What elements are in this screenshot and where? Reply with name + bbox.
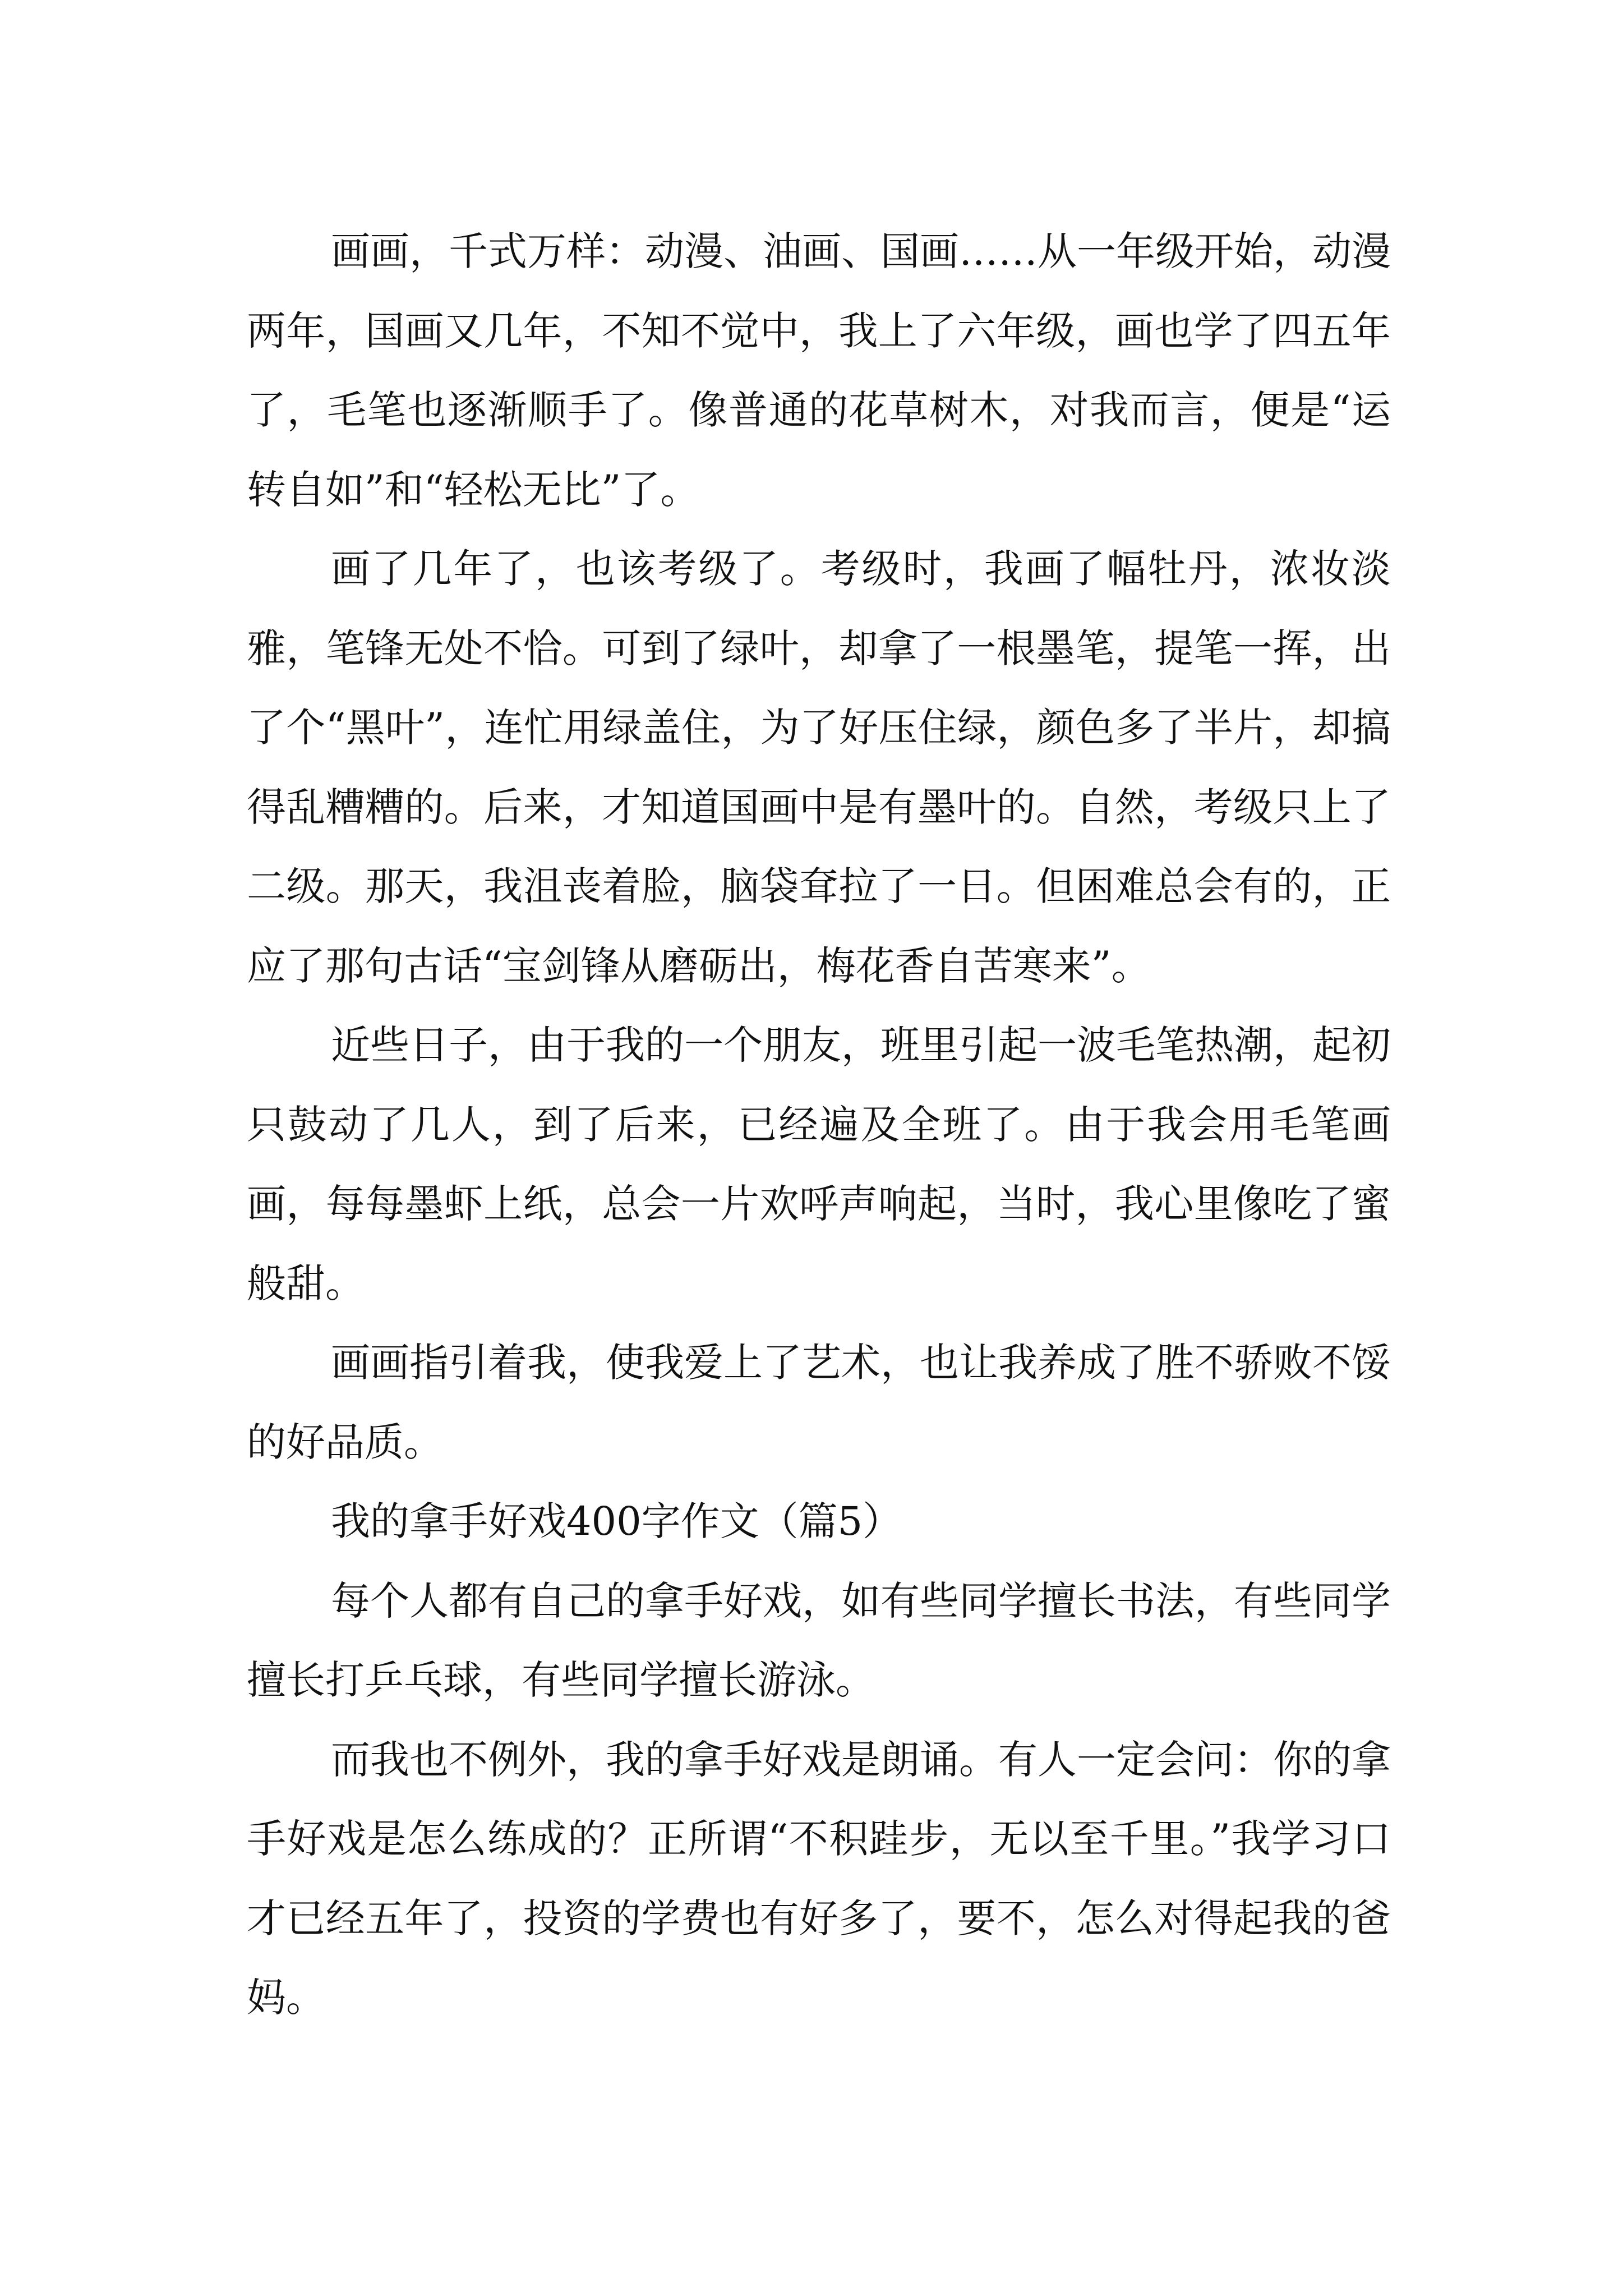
paragraph-3: 近些日子，由于我的一个朋友，班里引起一波毛笔热潮，起初只鼓动了几人，到了后来，已经遍及全班了。由于我会用毛笔画画，每每墨虾上纸，总会一片欢呼声响起，当时，我心里像吃了蜜般甜。: [247, 1022, 1391, 1306]
paragraph-5: 每个人都有自己的拿手好戏，如有些同学擅长书法，有些同学擅长打乒乓球，有些同学擅长游泳。: [247, 1577, 1391, 1703]
document-body: [247, 212, 1391, 2038]
paragraph-1: 画画，千式万样：动漫、油画、国画……从一年级开始，动漫两年，国画又几年，不知不觉中，我上了六年级，画也学了四五年了，毛笔也逐渐顺手了。像普通的花草树木，对我而言，便是“运转自如”和“轻松无比”了。: [247, 228, 1391, 513]
paragraph-6: 而我也不例外，我的拿手好戏是朗诵。有人一定会问：你的拿手好戏是怎么练成的？正所谓“不积跬步，无以至千里。”我学习口才已经五年了，投资的学费也有好多了，要不，怎么对得起我的爸妈。: [247, 1736, 1391, 2021]
paragraph-2: 画了几年了，也该考级了。考级时，我画了幅牡丹，浓妆淡雅，笔锋无处不恰。可到了绿叶，却拿了一根墨笔，提笔一挥，出了个“黑叶”，连忙用绿盖住，为了好压住绿，颜色多了半片，却搞得乱糟糟的。后来，才知道国画中是有墨叶的。自然，考级只上了二级。那天，我沮丧着脸，脑袋耷拉了一日。但困难总会有的，正应了那句古话“宝剑锋从磨砺出，梅花香自苦寒来”。: [247, 546, 1391, 989]
paragraph-4: 画画指引着我，使我爱上了艺术，也让我养成了胜不骄败不馁的好品质。: [247, 1340, 1391, 1465]
section-heading: 我的拿手好戏400字作文（篇5）: [331, 1498, 902, 1544]
